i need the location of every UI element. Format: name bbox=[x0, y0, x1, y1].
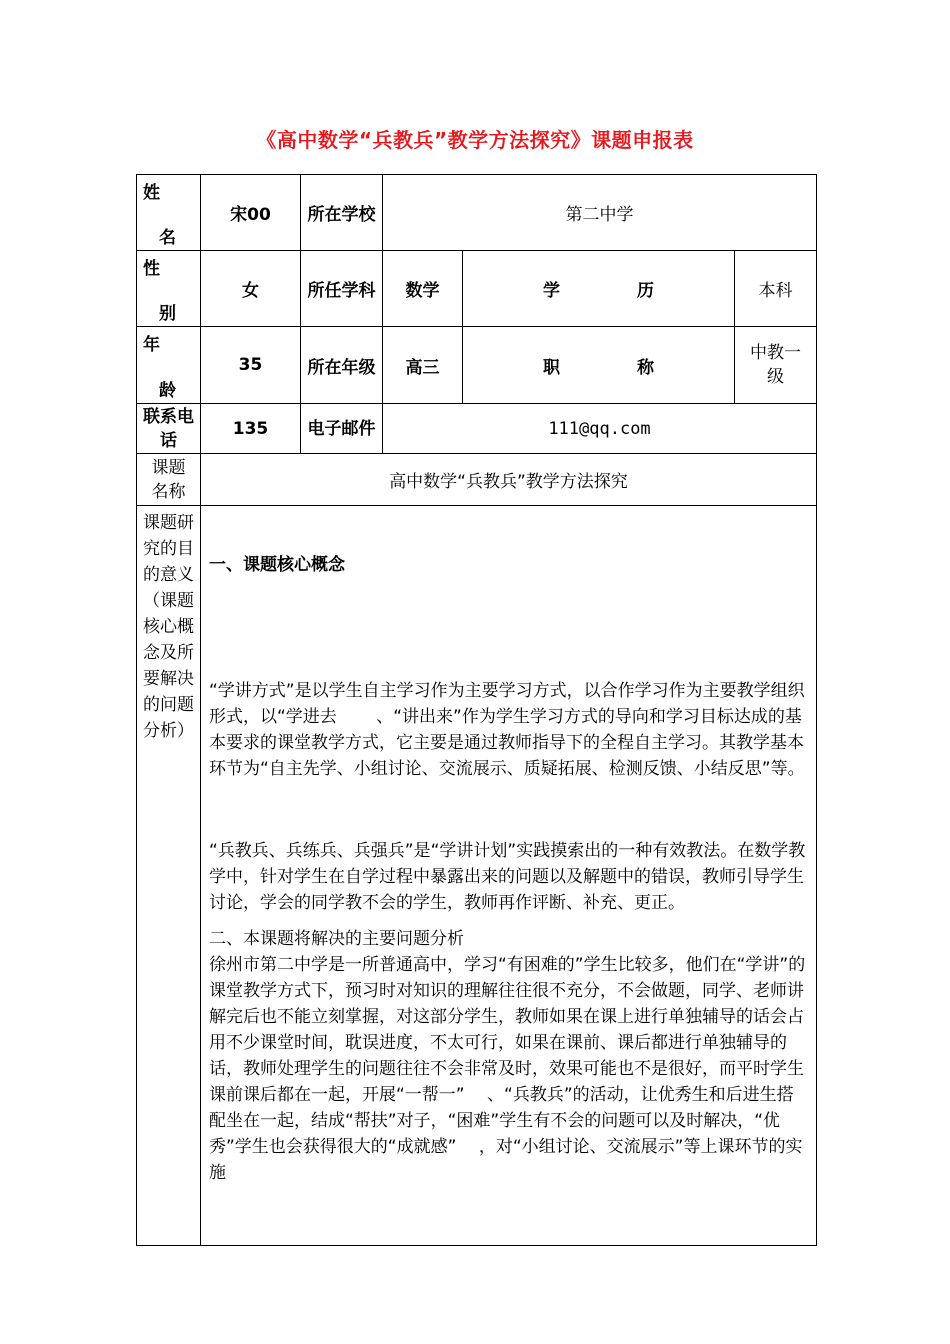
application-form-table bbox=[136, 174, 817, 1246]
grade-value: 高三 bbox=[383, 327, 463, 404]
title-value: 中教一级 bbox=[735, 327, 817, 404]
grade-label: 所在年级 bbox=[301, 327, 383, 404]
core-concept-paragraph: “学讲方式”是以学生自主学习作为主要学习方式，以合作学习作为主要教学组织形式，以“学进去 、“讲出来”作为学生学习方式的导向和学习目标达成的基本要求的课堂教学方式，它主要是通过教师指导下的全程自主学习。其教学基本环节为“自主先学、小组讨论、交流展示、质疑拓展、检测反馈、小结反思”等。 bbox=[209, 681, 805, 779]
purpose-label: 课题研究的目的意义（课题核心概念及所要解决的问题分析） bbox=[137, 506, 201, 1246]
name-label: 姓 名 bbox=[137, 175, 201, 251]
email-label: 电子邮件 bbox=[301, 404, 383, 454]
purpose-content bbox=[201, 506, 817, 1246]
problem-analysis-paragraph: 徐州市第二中学是一所普通高中，学习“有困难的”学生比较多，他们在“学讲”的课堂教学方式下，预习时对知识的理解往往很不充分，不会做题，同学、老师讲解完后也不能立刻掌握，对这部分学生，教师如果在课上进行单独辅导的话会占用不少课堂时间，耽误进度，不太可行，如果在课前、课后都进行单独辅导的话，教师处理学生的问题往往不会非常及时，效果可能也不是很好，而平时学生课前课后都在一起，开展“一帮一” 、“兵教兵”的活动，让优秀生和后进生搭配坐在一起，结成“帮扶”对子，“困难”学生有不会的问题可以及时解决，“优秀”学生也会获得很大的“成就感” ，对“小组讨论、交流展示”等上课环节的实施 bbox=[209, 955, 806, 1183]
gender-value: 女 bbox=[201, 251, 301, 327]
email-value: 111@qq.com bbox=[383, 404, 817, 454]
topic-value: 高中数学“兵教兵”教学方法探究 bbox=[201, 454, 817, 506]
phone-value: 135 bbox=[201, 404, 301, 454]
section1-heading: 一、课题核心概念 bbox=[209, 555, 345, 575]
gender-label: 性 别 bbox=[137, 251, 201, 327]
title-label: 职 称 bbox=[463, 327, 735, 404]
name-value: 宋00 bbox=[201, 175, 301, 251]
age-value: 35 bbox=[201, 327, 301, 404]
age-label: 年 龄 bbox=[137, 327, 201, 404]
education-label: 学 历 bbox=[463, 251, 735, 327]
document-title: 《高中数学“兵教兵”教学方法探究》课题申报表 bbox=[256, 128, 694, 152]
method-paragraph: “兵教兵、兵练兵、兵强兵”是“学讲计划”实践摸索出的一种有效教法。在数学教学中，针对学生在自学过程中暴露出来的问题以及解题中的错误，教师引导学生讨论，学会的同学教不会的学生，教师再作评断、补充、更正。 bbox=[209, 841, 806, 913]
school-label: 所在学校 bbox=[301, 175, 383, 251]
topic-label: 课题名称 bbox=[137, 454, 201, 506]
section2-heading: 二、本课题将解决的主要问题分析 bbox=[209, 929, 464, 949]
school-value: 第二中学 bbox=[383, 175, 817, 251]
subject-label: 所任学科 bbox=[301, 251, 383, 327]
phone-label: 联系电话 bbox=[137, 404, 201, 454]
education-value: 本科 bbox=[735, 251, 817, 327]
subject-value: 数学 bbox=[383, 251, 463, 327]
